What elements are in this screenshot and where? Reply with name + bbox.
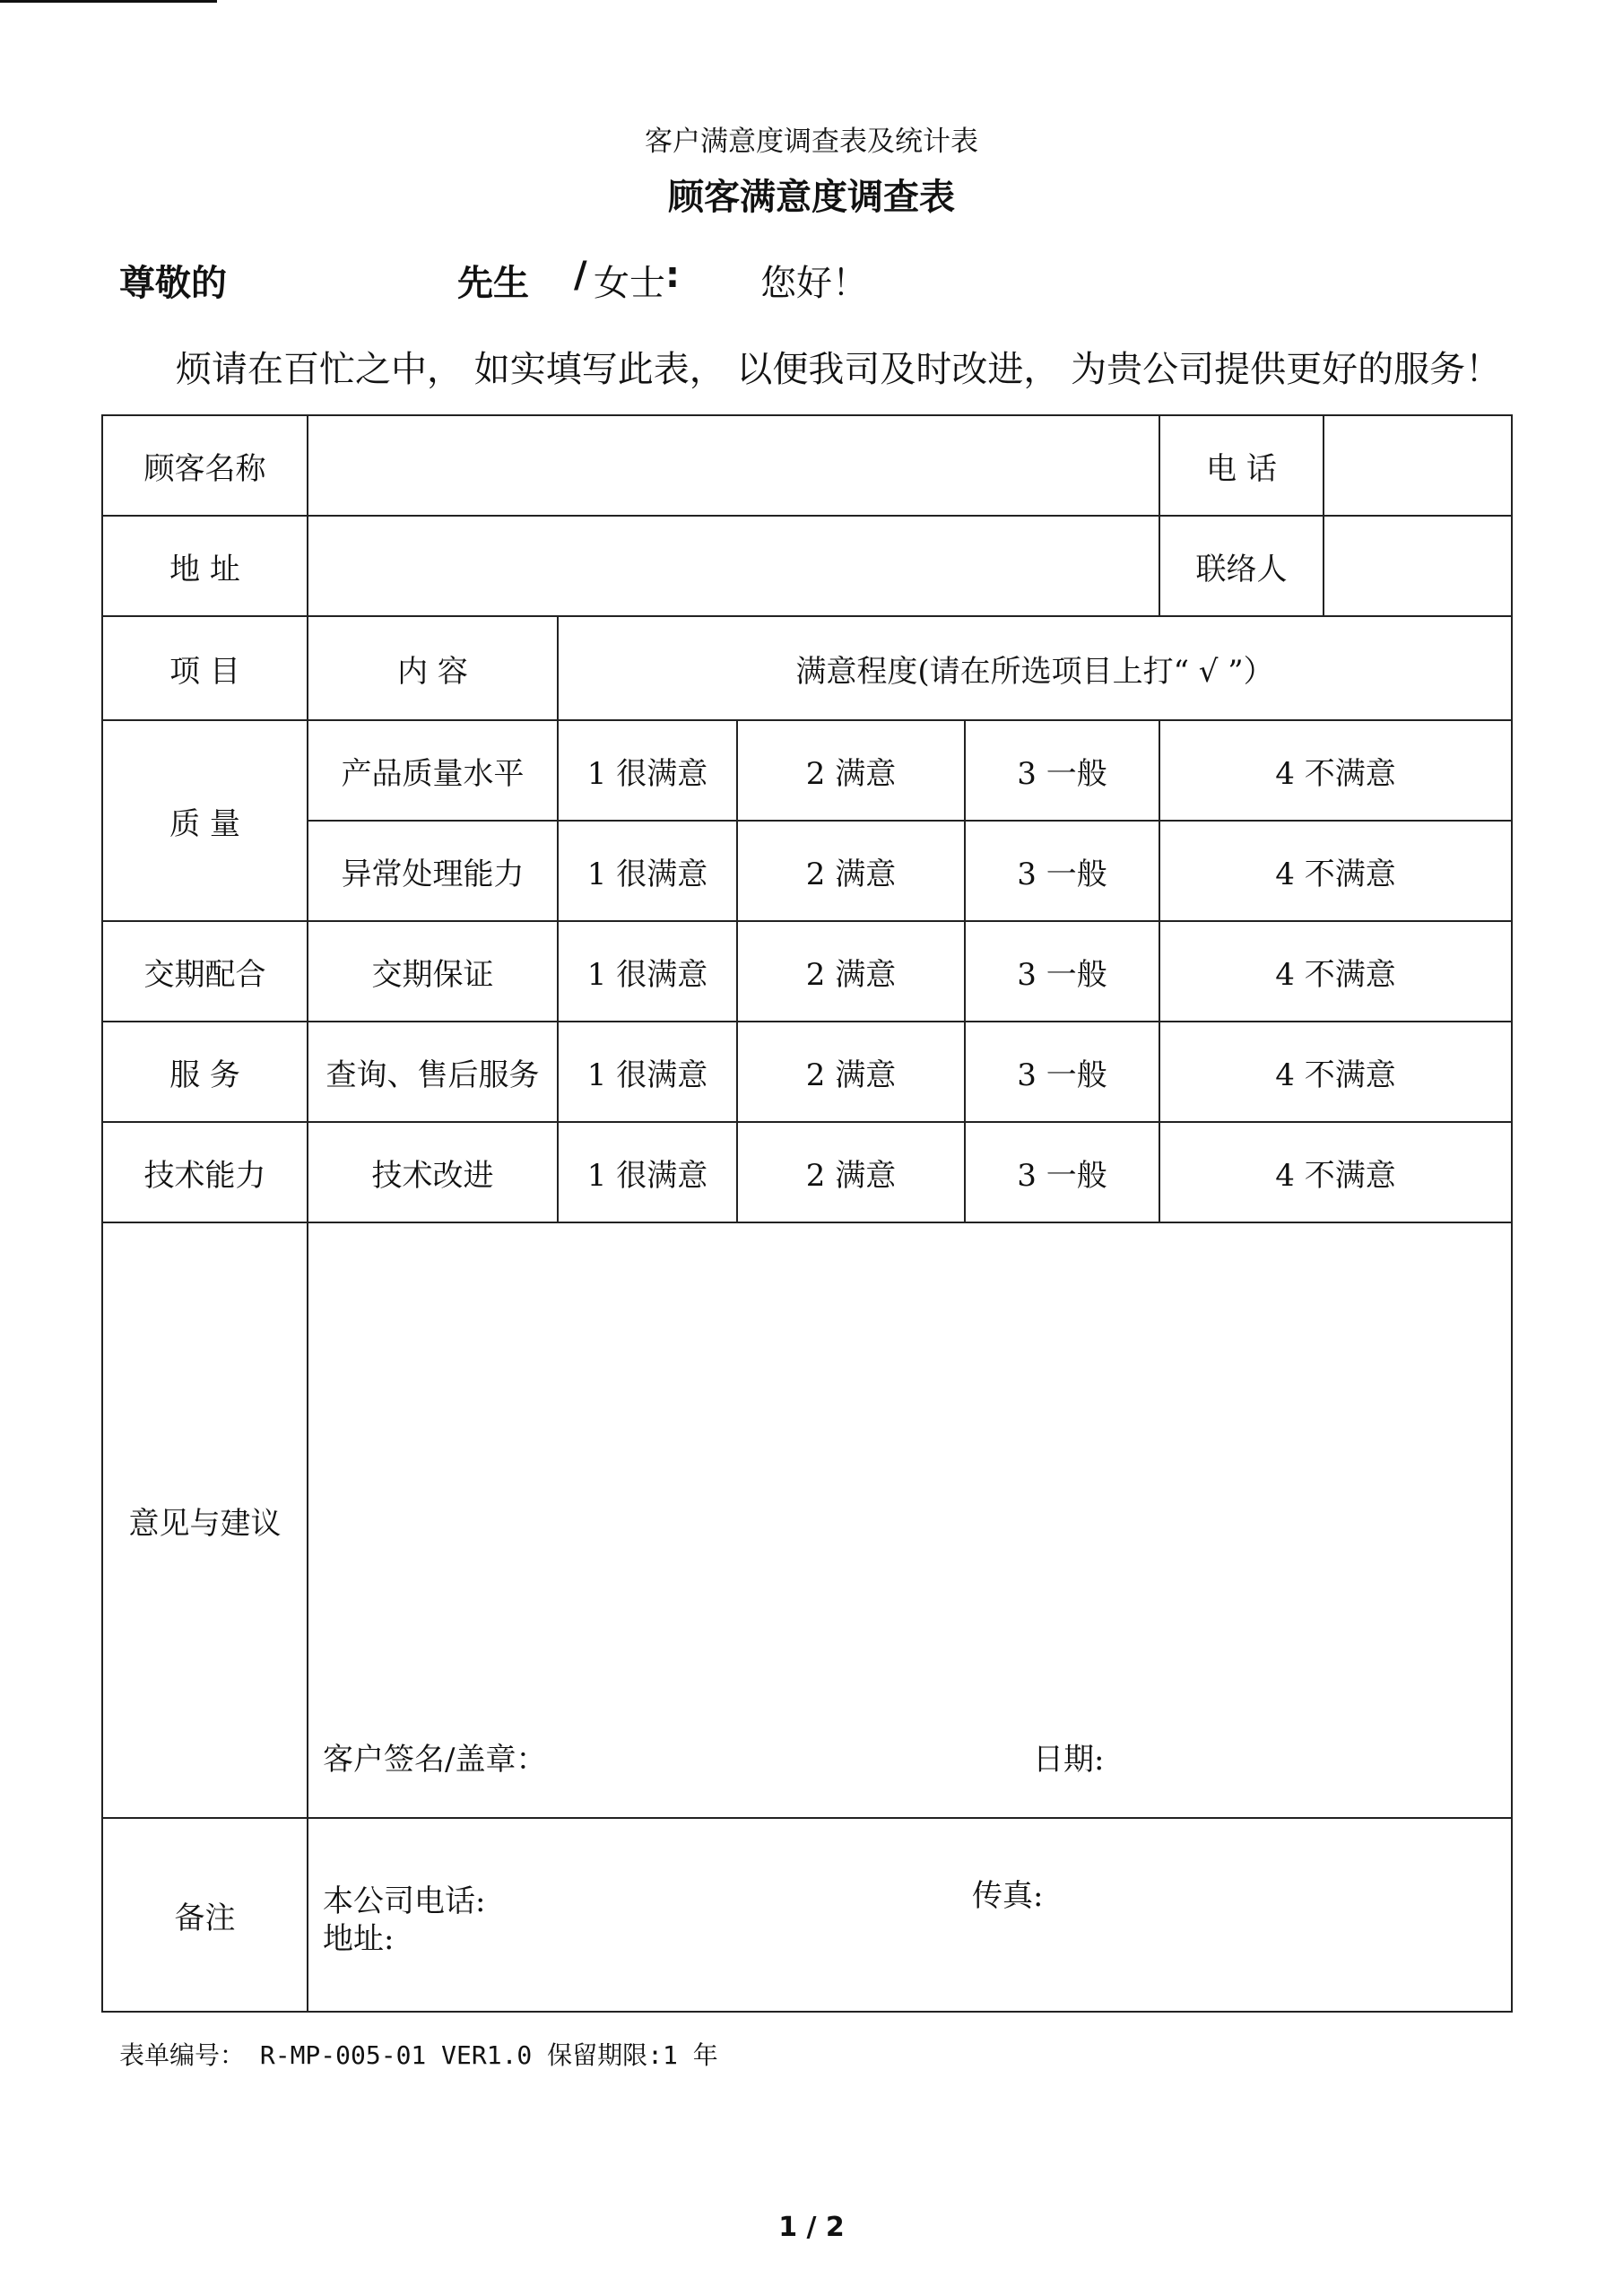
greeting-colon: :	[665, 255, 680, 296]
table-row	[102, 821, 1512, 921]
rating-option-dissatisfied[interactable]: 4 不满意	[1159, 821, 1512, 921]
rating-option-average[interactable]: 3 一般	[965, 1022, 1159, 1122]
intro-text: 烦请在百忙之中， 如实填写此表， 以便我司及时改进， 为贵公司提供更好的服务！	[176, 349, 1502, 390]
customer-name-label: 顾客名称	[102, 415, 308, 516]
rating-option-average[interactable]: 3 一般	[965, 720, 1159, 821]
table-row	[102, 921, 1512, 1022]
item-delivery-guarantee: 交期保证	[308, 921, 558, 1022]
rating-option-average[interactable]: 3 一般	[965, 1122, 1159, 1222]
category-quality: 质 量	[102, 720, 308, 921]
greeting-slash: /	[574, 255, 587, 296]
rating-option-dissatisfied[interactable]: 4 不满意	[1159, 1122, 1512, 1222]
opinion-field[interactable]	[308, 1222, 1512, 1818]
greeting-prefix: 尊敬的	[119, 263, 227, 304]
rating-option-dissatisfied[interactable]: 4 不满意	[1159, 720, 1512, 821]
fax-label: 传真:	[972, 1878, 1044, 1914]
rating-option-average[interactable]: 3 一般	[965, 821, 1159, 921]
customer-name-field[interactable]	[308, 415, 1159, 516]
rating-option-very-satisfied[interactable]: 1 很满意	[558, 921, 737, 1022]
rating-option-satisfied[interactable]: 2 满意	[737, 1022, 965, 1122]
info-row-customer	[102, 415, 1512, 516]
remarks-row	[102, 1818, 1512, 2012]
date-label: 日期:	[1033, 1742, 1105, 1778]
header-satisfaction: 满意程度(请在所选项目上打“ √ ”）	[558, 616, 1512, 720]
page-number: 1 / 2	[778, 2212, 845, 2243]
header-content: 内 容	[308, 616, 558, 720]
opinion-row	[102, 1222, 1512, 1818]
document-subtitle: 客户满意度调查表及统计表	[645, 126, 978, 158]
item-exception-handling: 异常处理能力	[308, 821, 558, 921]
phone-label: 电 话	[1159, 415, 1324, 516]
category-delivery: 交期配合	[102, 921, 308, 1022]
info-row-address	[102, 516, 1512, 616]
phone-field[interactable]	[1324, 415, 1512, 516]
rating-option-satisfied[interactable]: 2 满意	[737, 921, 965, 1022]
company-address-label: 地址:	[323, 1921, 395, 1957]
contact-label: 联络人	[1159, 516, 1324, 616]
opinion-label: 意见与建议	[102, 1222, 308, 1818]
rating-option-very-satisfied[interactable]: 1 很满意	[558, 1122, 737, 1222]
company-phone-label: 本公司电话:	[323, 1883, 486, 1919]
category-technical: 技术能力	[102, 1122, 308, 1222]
rating-option-very-satisfied[interactable]: 1 很满意	[558, 720, 737, 821]
address-field[interactable]	[308, 516, 1159, 616]
header-item: 项 目	[102, 616, 308, 720]
rating-option-satisfied[interactable]: 2 满意	[737, 1122, 965, 1222]
form-code: 表单编号： R-MP-005-01 VER1.0 保留期限:1 年	[119, 2040, 718, 2070]
table-row	[102, 1022, 1512, 1122]
greeting-hello: 您好！	[760, 263, 868, 304]
item-after-sales: 查询、售后服务	[308, 1022, 558, 1122]
signature-label: 客户签名/盖章：	[323, 1742, 547, 1778]
contact-field[interactable]	[1324, 516, 1512, 616]
survey-table	[101, 414, 1513, 2013]
name-blank-line[interactable]	[0, 0, 217, 3]
rating-option-very-satisfied[interactable]: 1 很满意	[558, 821, 737, 921]
rating-option-dissatisfied[interactable]: 4 不满意	[1159, 921, 1512, 1022]
table-row	[102, 720, 1512, 821]
rating-option-average[interactable]: 3 一般	[965, 921, 1159, 1022]
address-label: 地 址	[102, 516, 308, 616]
greeting-ms: 女士	[594, 263, 665, 304]
remarks-field[interactable]	[308, 1818, 1512, 2012]
table-header-row	[102, 616, 1512, 720]
rating-option-satisfied[interactable]: 2 满意	[737, 720, 965, 821]
category-service: 服 务	[102, 1022, 308, 1122]
rating-option-very-satisfied[interactable]: 1 很满意	[558, 1022, 737, 1122]
item-technical-improvement: 技术改进	[308, 1122, 558, 1222]
table-row	[102, 1122, 1512, 1222]
rating-option-dissatisfied[interactable]: 4 不满意	[1159, 1022, 1512, 1122]
item-product-quality: 产品质量水平	[308, 720, 558, 821]
remarks-label: 备注	[102, 1818, 308, 2012]
document-title: 顾客满意度调查表	[668, 177, 955, 218]
greeting-mr: 先生	[457, 263, 529, 304]
rating-option-satisfied[interactable]: 2 满意	[737, 821, 965, 921]
